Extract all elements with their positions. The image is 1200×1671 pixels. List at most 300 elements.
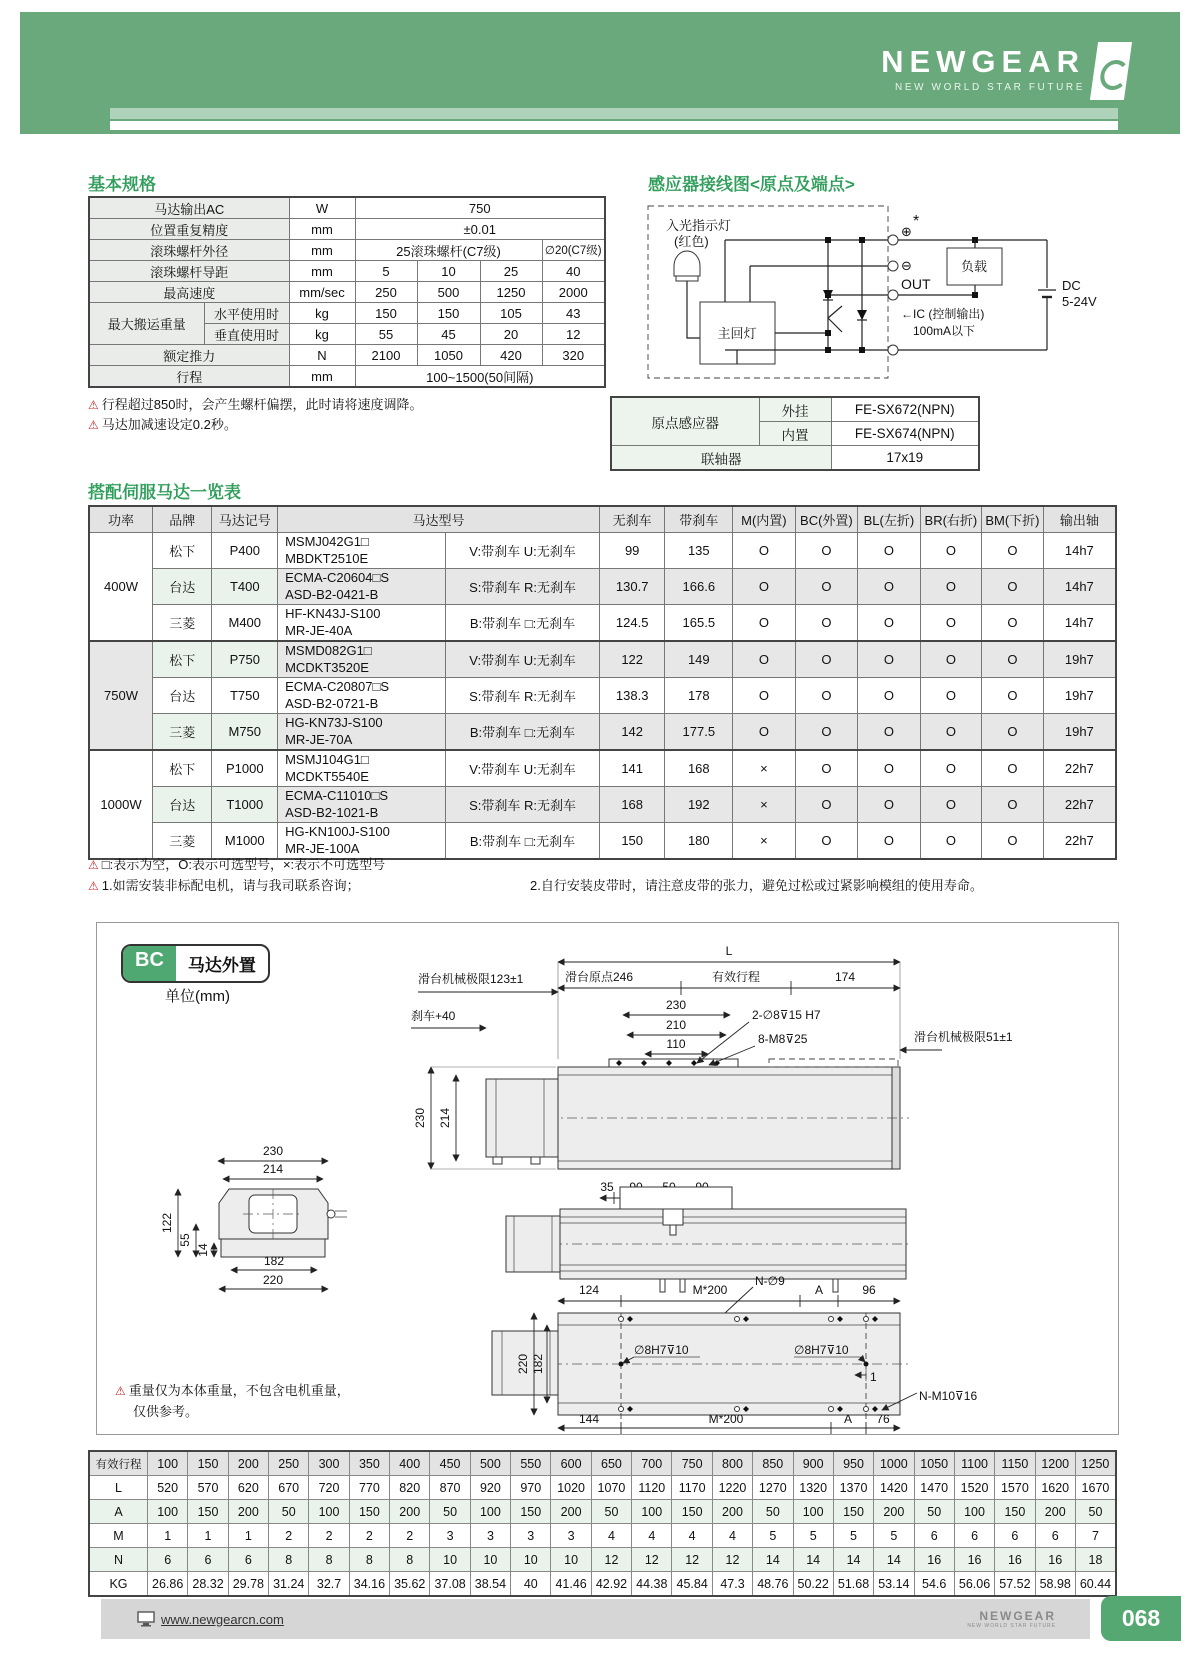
bot-A2: A: [843, 1412, 853, 1426]
stroke-cell: 10: [511, 1548, 551, 1572]
shaft-cell: 14h7: [1043, 533, 1116, 569]
stroke-cell: 2: [269, 1524, 309, 1548]
code-cell: M750: [212, 714, 278, 751]
spec-value: 750: [355, 197, 605, 219]
stroke-cell: 50: [591, 1500, 631, 1524]
opt-br: O: [920, 641, 981, 678]
spec-note-text: 马达加减速设定0.2秒。: [101, 417, 237, 432]
stroke-cell: 38.54: [470, 1572, 510, 1597]
stroke-cell: 150: [672, 1500, 712, 1524]
col-bm: BM(下折): [982, 506, 1043, 533]
stroke-cell: 50: [269, 1500, 309, 1524]
with-brake-cell: 166.6: [665, 569, 733, 605]
spec-unit: N: [289, 345, 355, 366]
code-cell: P400: [212, 533, 278, 569]
spec-note: [88, 394, 422, 413]
stroke-cell: 14: [793, 1548, 833, 1572]
dim-origin: 滑台原点246: [565, 970, 634, 984]
stroke-cell: 1670: [1075, 1476, 1116, 1500]
spec-note: [88, 414, 237, 433]
brand-icon: [1090, 42, 1132, 100]
opt-bl: O: [858, 823, 921, 860]
opt-m: ×: [733, 823, 796, 860]
sec-214: 214: [262, 1162, 284, 1176]
stroke-cell: 150: [349, 1500, 389, 1524]
col-br: BR(右折): [920, 506, 981, 533]
model-cell: ECMA-C20807□S ASD-B2-0721-B: [278, 678, 446, 714]
bot-v182: 182: [531, 1353, 545, 1375]
stroke-cell: 57.52: [995, 1572, 1035, 1597]
footer-brand-name: NEWGEAR: [979, 1609, 1056, 1623]
spec-value: 250: [355, 282, 417, 303]
stroke-cell: 50.22: [793, 1572, 833, 1597]
stroke-cell: 150: [995, 1500, 1035, 1524]
stroke-cell: 10: [430, 1548, 470, 1572]
brand-cell: 台达: [153, 678, 212, 714]
opt-bc: O: [795, 678, 858, 714]
with-brake-cell: 168: [665, 750, 733, 787]
stroke-cell: 50: [914, 1500, 954, 1524]
row-label: L: [89, 1476, 148, 1500]
col-m: M(内置): [733, 506, 796, 533]
stroke-cell: 850: [753, 1451, 793, 1476]
no-brake-cell: 168: [599, 787, 665, 823]
spec-value: 150: [417, 303, 480, 324]
motor-note: [88, 854, 385, 873]
dim-v230: 230: [413, 1107, 427, 1129]
cross-section-view: [160, 1144, 347, 1289]
dim-210: 210: [665, 1018, 687, 1032]
opt-bm: O: [982, 823, 1043, 860]
opt-bm: O: [982, 714, 1043, 751]
stroke-cell: 3: [470, 1524, 510, 1548]
stroke-cell: 28.32: [188, 1572, 228, 1597]
brand-cell: 三菱: [153, 823, 212, 860]
spec-value: 20: [480, 324, 542, 345]
no-brake-cell: 122: [599, 641, 665, 678]
label-limit-left: 滑台机械极限123±1: [418, 972, 524, 986]
warning-icon: ⚠: [115, 1384, 126, 1398]
stroke-cell: 1: [228, 1524, 268, 1548]
stroke-cell: 1470: [914, 1476, 954, 1500]
spec-unit: mm: [289, 366, 355, 388]
opt-br: O: [920, 678, 981, 714]
model-cell: HF-KN43J-S100 MR-JE-40A: [278, 605, 446, 642]
sec-182: 182: [263, 1254, 285, 1268]
stroke-cell: 6: [914, 1524, 954, 1548]
opt-br: O: [920, 714, 981, 751]
stroke-cell: 1050: [914, 1451, 954, 1476]
stroke-cell: 26.86: [148, 1572, 188, 1597]
spec-value: 43: [542, 303, 605, 324]
stroke-cell: 6: [1035, 1524, 1075, 1548]
stroke-cell: 3: [430, 1524, 470, 1548]
shaft-cell: 22h7: [1043, 823, 1116, 860]
model-cell: ECMA-C11010□S ASD-B2-1021-B: [278, 787, 446, 823]
code-cell: M400: [212, 605, 278, 642]
opt-br: O: [920, 533, 981, 569]
dimension-drawing-panel: [96, 922, 1119, 1435]
header-stripe-white: [110, 121, 1118, 130]
stroke-cell: 450: [430, 1451, 470, 1476]
opt-m: O: [733, 641, 796, 678]
stroke-cell: 1150: [995, 1451, 1035, 1476]
spec-label: 滚珠螺杆外径: [89, 240, 289, 261]
stroke-cell: 200: [874, 1500, 914, 1524]
stroke-table: [88, 1450, 1117, 1597]
spec-unit: kg: [289, 324, 355, 345]
footer-site: [137, 1611, 284, 1627]
stroke-cell: 10: [470, 1548, 510, 1572]
footer-brand-tagline: NEW WORLD STAR FUTURE: [967, 1623, 1056, 1629]
no-brake-cell: 141: [599, 750, 665, 787]
stroke-cell: 50: [753, 1500, 793, 1524]
stroke-cell: 6: [954, 1524, 994, 1548]
brand-logo: [881, 46, 1085, 93]
stroke-cell: 12: [591, 1548, 631, 1572]
model-cell: HG-KN73J-S100 MR-JE-70A: [278, 714, 446, 751]
col-no-brake: 无刹车: [599, 506, 665, 533]
stroke-cell: 900: [793, 1451, 833, 1476]
spec-unit: mm/sec: [289, 282, 355, 303]
opt-m: O: [733, 569, 796, 605]
spec-value: 105: [480, 303, 542, 324]
stroke-cell: 970: [511, 1476, 551, 1500]
stroke-cell: 200: [712, 1500, 752, 1524]
bot-144: 144: [578, 1412, 600, 1426]
spec-value: 12: [542, 324, 605, 345]
dim-stroke: 有效行程: [711, 970, 761, 984]
ext-value: FE-SX672(NPN): [831, 397, 979, 422]
spec-unit: kg: [289, 303, 355, 324]
stroke-cell: 4: [672, 1524, 712, 1548]
side-35: 35: [600, 1180, 614, 1194]
sensor-wiring-diagram: [610, 198, 1115, 390]
stroke-cell: 16: [995, 1548, 1035, 1572]
stroke-cell: 150: [833, 1500, 873, 1524]
stroke-cell: 300: [309, 1451, 349, 1476]
shaft-cell: 22h7: [1043, 787, 1116, 823]
spec-value: 5: [355, 261, 417, 282]
stroke-cell: 200: [228, 1451, 268, 1476]
brand-cell: 三菱: [153, 714, 212, 751]
brake-option-cell: B:带刹车 □:无刹车: [446, 714, 600, 751]
opt-bc: O: [795, 641, 858, 678]
bottom-view: [492, 1274, 977, 1434]
motor-note-text: 2.自行安装皮带时，请注意皮带的张力，避免过松或过紧影响模组的使用寿命。: [530, 878, 983, 893]
opt-bl: O: [858, 641, 921, 678]
motor-note-text: 1.如需安装非标配电机，请与我司联系咨询；: [101, 878, 360, 893]
opt-bc: O: [795, 569, 858, 605]
ic-note-1: ←IC (控制输出): [901, 307, 985, 321]
code-cell: T400: [212, 569, 278, 605]
opt-bl: O: [858, 787, 921, 823]
stroke-cell: 100: [632, 1500, 672, 1524]
spec-label: 最大搬运重量: [89, 303, 204, 345]
brand-cell: 松下: [153, 641, 212, 678]
stroke-cell: 18: [1075, 1548, 1116, 1572]
brake-option-cell: V:带刹车 U:无刹车: [446, 533, 600, 569]
sensor-title: 感应器接线图<原点及端点>: [648, 175, 855, 194]
opt-bc: O: [795, 823, 858, 860]
stroke-cell: 100: [954, 1500, 994, 1524]
stroke-cell: 870: [430, 1476, 470, 1500]
spec-value: 40: [542, 261, 605, 282]
spec-value: 10: [417, 261, 480, 282]
weight-note: [115, 1381, 350, 1423]
bot-n9: N-∅9: [755, 1274, 785, 1288]
coupling-label: 联轴器: [611, 446, 831, 471]
brake-option-cell: S:带刹车 R:无刹车: [446, 787, 600, 823]
int-value: FE-SX674(NPN): [831, 422, 979, 446]
row-label: A: [89, 1500, 148, 1524]
spec-value: 1050: [417, 345, 480, 366]
stroke-cell: 6: [148, 1548, 188, 1572]
opt-bm: O: [982, 533, 1043, 569]
stroke-cell: 1250: [1075, 1451, 1116, 1476]
opt-bl: O: [858, 714, 921, 751]
stroke-cell: 1: [188, 1524, 228, 1548]
power-cell: 750W: [89, 641, 153, 750]
stroke-cell: 7: [1075, 1524, 1116, 1548]
out-label: OUT: [901, 276, 931, 292]
stroke-cell: 14: [833, 1548, 873, 1572]
row-label: M: [89, 1524, 148, 1548]
stroke-cell: 10: [551, 1548, 591, 1572]
stroke-cell: 100: [148, 1500, 188, 1524]
opt-bc: O: [795, 787, 858, 823]
sec-55: 55: [178, 1233, 192, 1247]
coupling-value: 17x19: [831, 446, 979, 471]
stroke-cell: 16: [914, 1548, 954, 1572]
opt-m: ×: [733, 787, 796, 823]
stroke-cell: 800: [712, 1451, 752, 1476]
spec-sublabel: 水平使用时: [204, 303, 289, 324]
bot-m200b: M*200: [708, 1412, 744, 1426]
stroke-cell: 2: [390, 1524, 430, 1548]
stroke-cell: 5: [833, 1524, 873, 1548]
side-view: [506, 1180, 912, 1292]
col-bl: BL(左折): [858, 506, 921, 533]
code-cell: T1000: [212, 787, 278, 823]
technical-drawing: [97, 923, 1118, 1434]
main-circuit-label: 主回灯: [717, 326, 757, 341]
stroke-cell: 200: [228, 1500, 268, 1524]
opt-bl: O: [858, 605, 921, 642]
opt-bm: O: [982, 678, 1043, 714]
brake-option-cell: S:带刹车 R:无刹车: [446, 569, 600, 605]
row-label: KG: [89, 1572, 148, 1597]
origin-sensor-label: 原点感应器: [611, 397, 759, 446]
brake-option-cell: V:带刹车 U:无刹车: [446, 641, 600, 678]
shaft-cell: 19h7: [1043, 678, 1116, 714]
model-cell: MSMJ104G1□ MCDKT5540E: [278, 750, 446, 787]
spec-value: 1250: [480, 282, 542, 303]
opt-bc: O: [795, 750, 858, 787]
opt-m: O: [733, 714, 796, 751]
stroke-cell: 50: [1075, 1500, 1116, 1524]
motor-note-text: □:表示为空，O:表示可选型号，×:表示不可选型号: [101, 857, 386, 872]
spec-value: ∅20(C7级): [542, 240, 605, 261]
stroke-cell: 100: [470, 1500, 510, 1524]
stroke-cell: 8: [309, 1548, 349, 1572]
opt-br: O: [920, 823, 981, 860]
star-mark: *: [913, 213, 920, 230]
shaft-cell: 14h7: [1043, 569, 1116, 605]
page-number-badge: 068: [1101, 1596, 1181, 1641]
stroke-cell: 100: [148, 1451, 188, 1476]
opt-m: ×: [733, 750, 796, 787]
footer-bar: [101, 1599, 1090, 1639]
badge-label: 马达外置: [187, 956, 256, 975]
stroke-cell: 31.24: [269, 1572, 309, 1597]
stroke-cell: 150: [188, 1451, 228, 1476]
stroke-cell: 1620: [1035, 1476, 1075, 1500]
no-brake-cell: 138.3: [599, 678, 665, 714]
stroke-cell: 29.78: [228, 1572, 268, 1597]
col-code: 马达记号: [212, 506, 278, 533]
model-cell: ECMA-C20604□S ASD-B2-0421-B: [278, 569, 446, 605]
opt-bc: O: [795, 714, 858, 751]
no-brake-cell: 130.7: [599, 569, 665, 605]
with-brake-cell: 178: [665, 678, 733, 714]
sec-122: 122: [160, 1212, 174, 1234]
plus-terminal-label: ⊕: [901, 224, 912, 239]
code-cell: P750: [212, 641, 278, 678]
row-label: 有效行程: [89, 1451, 148, 1476]
warning-icon: ⚠: [88, 418, 99, 432]
callout-hole1: 2-∅8⊽15 H7: [752, 1008, 821, 1022]
stroke-cell: 44.38: [632, 1572, 672, 1597]
ext-label: 外挂: [759, 397, 831, 422]
stroke-cell: 5: [793, 1524, 833, 1548]
brand-cell: 松下: [153, 533, 212, 569]
opt-m: O: [733, 533, 796, 569]
stroke-cell: 200: [390, 1500, 430, 1524]
stroke-cell: 150: [188, 1500, 228, 1524]
stroke-cell: 4: [591, 1524, 631, 1548]
opt-bm: O: [982, 750, 1043, 787]
lamp-label-2: (红色): [674, 234, 709, 249]
opt-br: O: [920, 750, 981, 787]
spec-unit: mm: [289, 261, 355, 282]
stroke-cell: 550: [511, 1451, 551, 1476]
stroke-cell: 45.84: [672, 1572, 712, 1597]
brake-option-cell: B:带刹车 □:无刹车: [446, 823, 600, 860]
bot-m200a: M*200: [692, 1283, 728, 1297]
stroke-cell: 1200: [1035, 1451, 1075, 1476]
stroke-cell: 16: [954, 1548, 994, 1572]
monitor-icon: [137, 1611, 155, 1627]
stroke-cell: 1170: [672, 1476, 712, 1500]
website-link[interactable]: www.newgearcn.com: [161, 1611, 284, 1627]
stroke-cell: 1220: [712, 1476, 752, 1500]
stroke-cell: 1000: [874, 1451, 914, 1476]
stroke-cell: 600: [551, 1451, 591, 1476]
opt-bl: O: [858, 569, 921, 605]
stroke-cell: 1120: [632, 1476, 672, 1500]
stroke-cell: 950: [833, 1451, 873, 1476]
spec-value: ±0.01: [355, 219, 605, 240]
opt-bm: O: [982, 605, 1043, 642]
stroke-cell: 6: [188, 1548, 228, 1572]
shaft-cell: 19h7: [1043, 641, 1116, 678]
motor-table: [88, 505, 1117, 860]
stroke-cell: 58.98: [1035, 1572, 1075, 1597]
stroke-cell: 42.92: [591, 1572, 631, 1597]
spec-unit: mm: [289, 240, 355, 261]
dim-L: L: [725, 944, 733, 958]
with-brake-cell: 180: [665, 823, 733, 860]
stroke-cell: 1370: [833, 1476, 873, 1500]
model-cell: MSMJ042G1□ MBDKT2510E: [278, 533, 446, 569]
shaft-cell: 14h7: [1043, 605, 1116, 642]
brake-option-cell: S:带刹车 R:无刹车: [446, 678, 600, 714]
stroke-cell: 1320: [793, 1476, 833, 1500]
stroke-cell: 5: [753, 1524, 793, 1548]
bot-76: 76: [876, 1412, 890, 1426]
col-power: 功率: [89, 506, 153, 533]
col-shaft: 输出轴: [1043, 506, 1116, 533]
stroke-cell: 100: [309, 1500, 349, 1524]
power-cell: 400W: [89, 533, 153, 642]
shaft-cell: 19h7: [1043, 714, 1116, 751]
stroke-cell: 1020: [551, 1476, 591, 1500]
power-cell: 1000W: [89, 750, 153, 859]
stroke-cell: 350: [349, 1451, 389, 1476]
lamp-label-1: 入光指示灯: [666, 218, 732, 233]
opt-br: O: [920, 569, 981, 605]
brand-tagline: NEW WORLD STAR FUTURE: [895, 82, 1085, 93]
stroke-cell: 8: [349, 1548, 389, 1572]
no-brake-cell: 99: [599, 533, 665, 569]
spec-label: 滚珠螺杆导距: [89, 261, 289, 282]
motor-table-title: 搭配伺服马达一览表: [88, 483, 241, 502]
stroke-cell: 54.6: [914, 1572, 954, 1597]
stroke-cell: 37.08: [430, 1572, 470, 1597]
stroke-cell: 14: [874, 1548, 914, 1572]
spec-label: 行程: [89, 366, 289, 388]
lamp-icon: [674, 251, 700, 276]
shaft-cell: 22h7: [1043, 750, 1116, 787]
stroke-cell: 4: [632, 1524, 672, 1548]
stroke-cell: 150: [511, 1500, 551, 1524]
stroke-cell: 12: [632, 1548, 672, 1572]
stroke-cell: 56.06: [954, 1572, 994, 1597]
dim-230: 230: [665, 998, 687, 1012]
brand-cell: 三菱: [153, 605, 212, 642]
brand-name: NEWGEAR: [881, 44, 1085, 79]
code-cell: P1000: [212, 750, 278, 787]
opt-bl: O: [858, 750, 921, 787]
model-cell: MSMD082G1□ MCDKT3520E: [278, 641, 446, 678]
dc-voltage: 5-24V: [1062, 294, 1097, 309]
basic-specs-table: [88, 196, 606, 388]
dim-174: 174: [834, 970, 856, 984]
brand-cell: 台达: [153, 569, 212, 605]
stroke-cell: 1070: [591, 1476, 631, 1500]
warning-icon: ⚠: [88, 858, 99, 872]
stroke-cell: 820: [390, 1476, 430, 1500]
stroke-cell: 5: [874, 1524, 914, 1548]
weight-note-line2: 仅供参考。: [133, 1403, 199, 1419]
stroke-cell: 2: [309, 1524, 349, 1548]
stroke-cell: 51.68: [833, 1572, 873, 1597]
stroke-cell: 1100: [954, 1451, 994, 1476]
stroke-cell: 34.16: [349, 1572, 389, 1597]
stroke-cell: 720: [309, 1476, 349, 1500]
opt-bm: O: [982, 787, 1043, 823]
